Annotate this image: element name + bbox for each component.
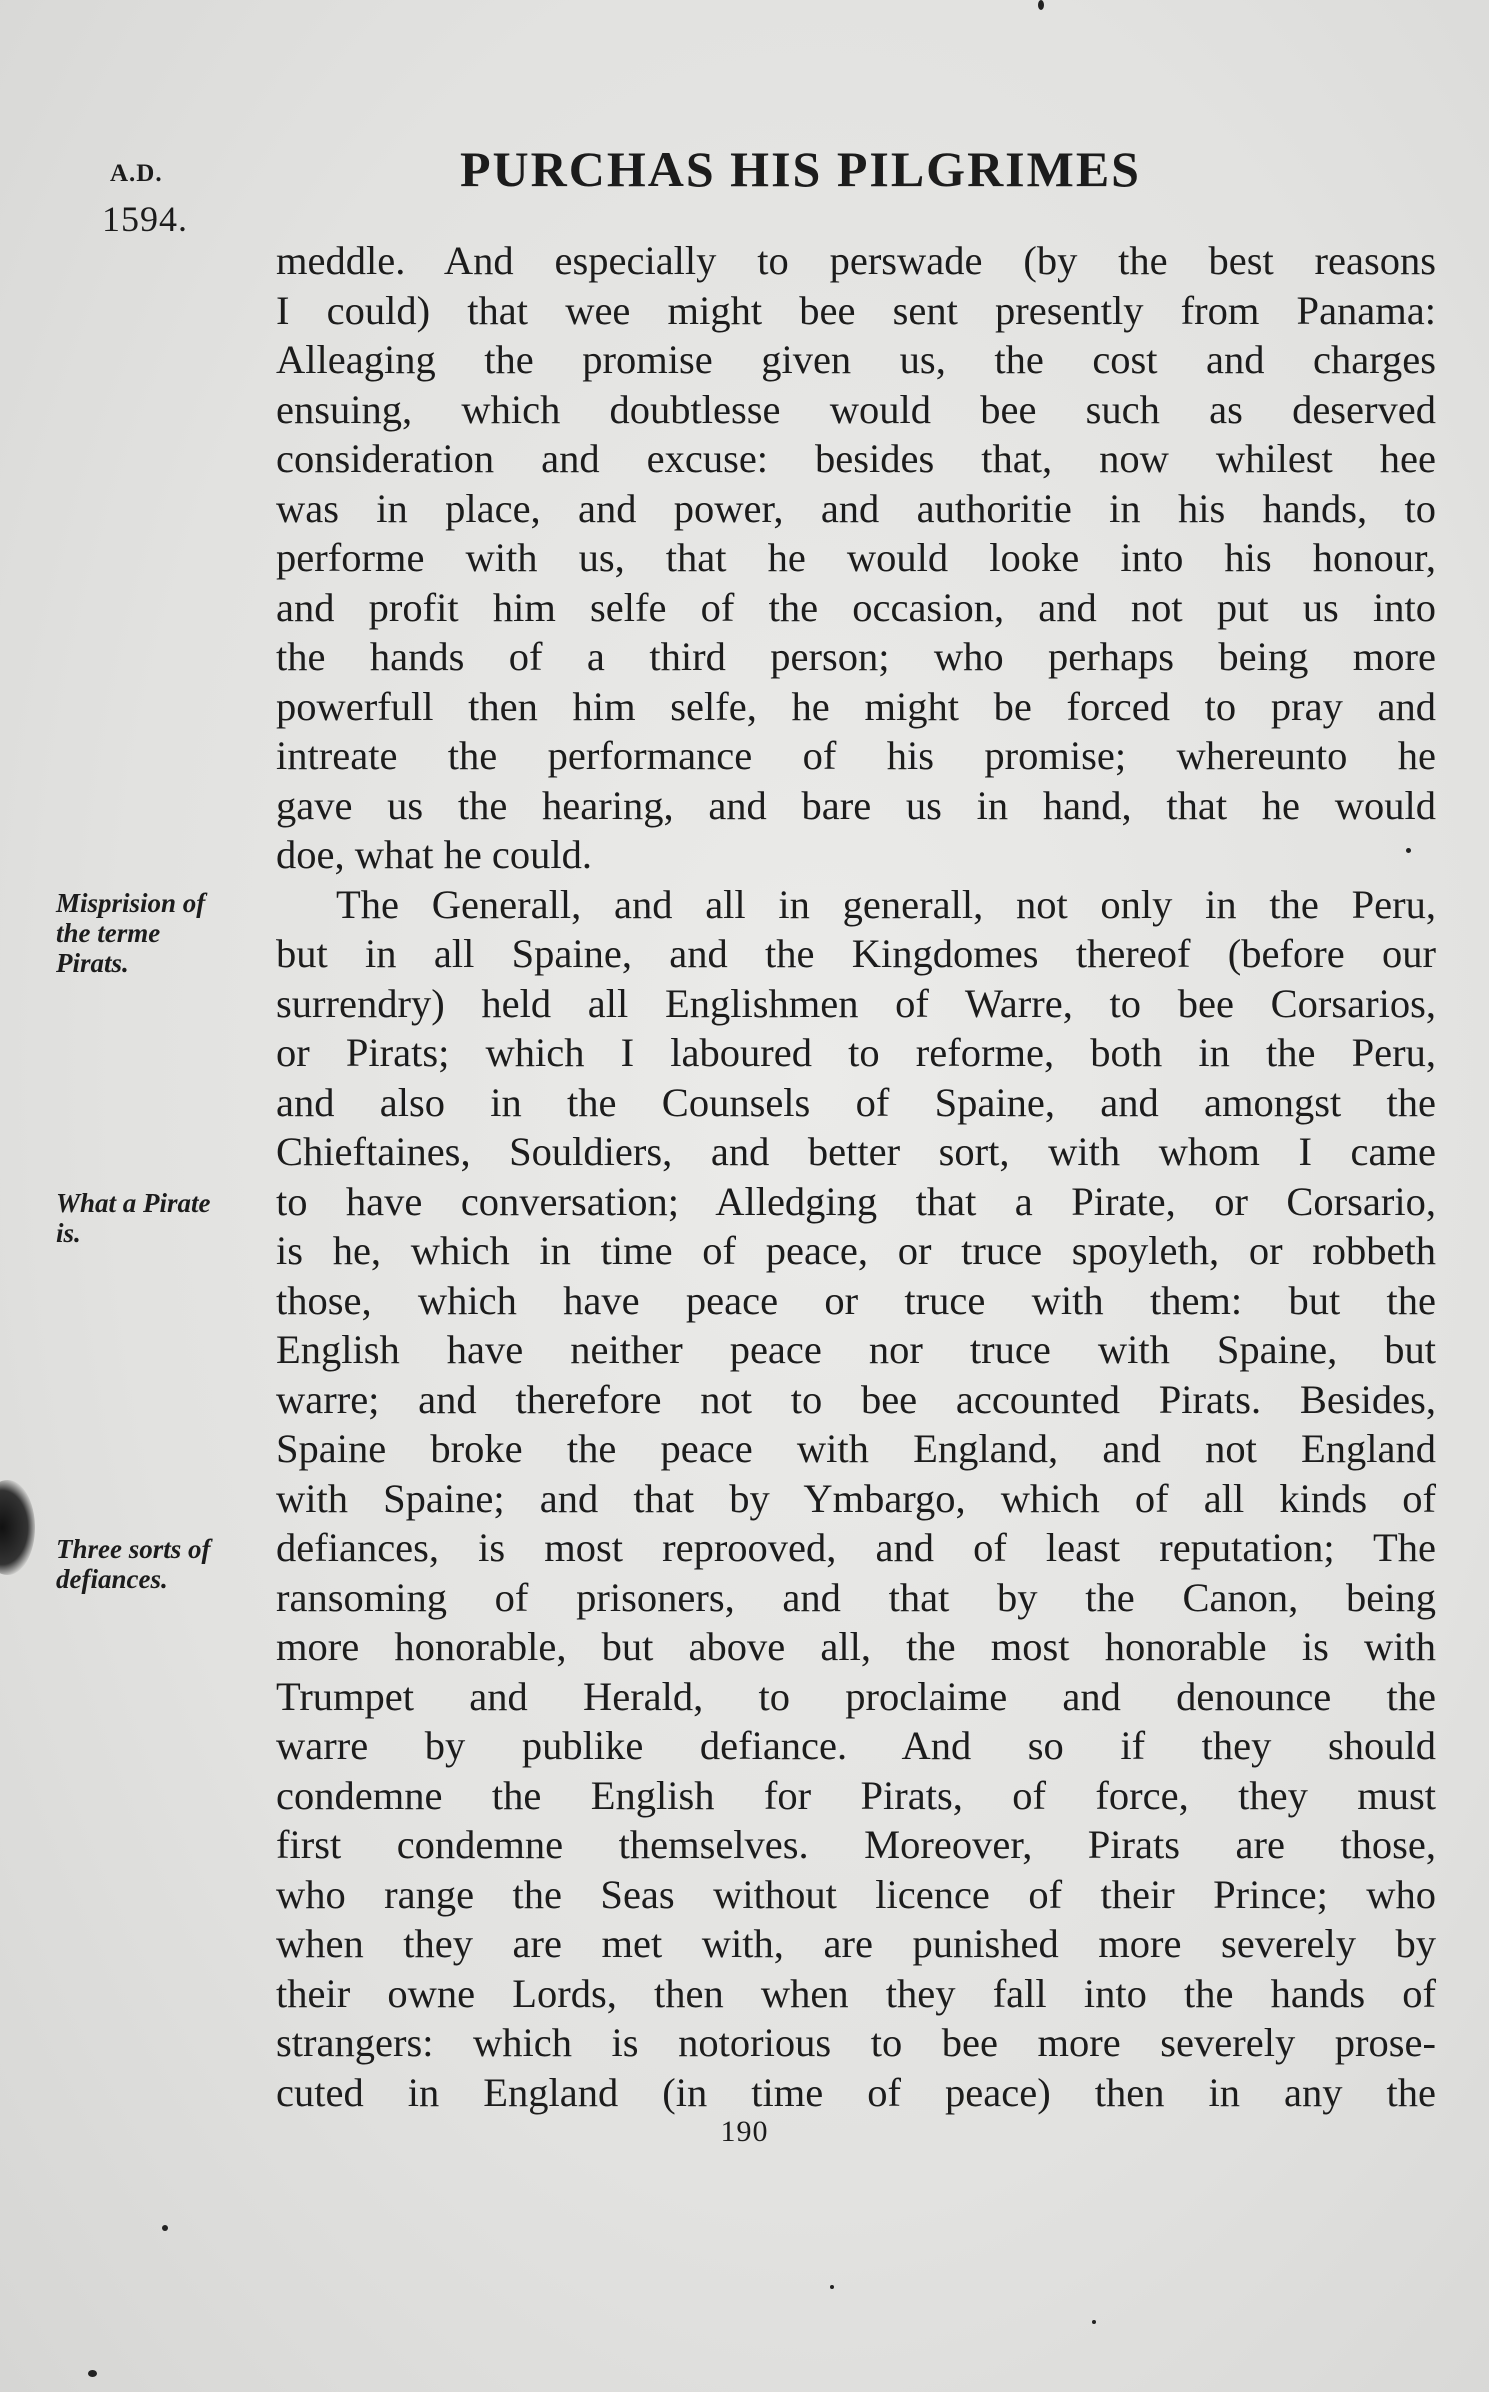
text-line: to have conversation; Alledging that a Pirate, or Corsario,: [276, 1178, 1436, 1224]
year-value: 1594.: [102, 199, 188, 239]
text-line: is he, which in time of peace, or truce spoyleth, or robbeth: [276, 1228, 1436, 1273]
text-line: ensuing, which doubtlesse would bee such as deserved: [276, 386, 1436, 432]
text-line: consideration and excuse: besides that, now whilest hee: [276, 436, 1436, 481]
text-line: when they are met with, are punished more severely by: [276, 1921, 1436, 1966]
ink-blot: [0, 1480, 35, 1575]
margin-note-three-sorts: [56, 1534, 266, 1594]
text-line: Spaine broke the peace with England, and not England: [276, 1426, 1436, 1471]
text-line: doe, what he could.: [276, 832, 593, 877]
body-text: [276, 236, 1436, 2117]
text-line: Alleaging the promise given us, the cost and charges: [276, 337, 1436, 382]
text-line: was in place, and power, and authoritie in his hands, to: [276, 485, 1436, 531]
text-line: warre by publike defiance. And so if they should: [276, 1723, 1436, 1768]
text-line: with Spaine; and that by Ymbargo, which of all kinds of: [276, 1475, 1436, 1521]
speck: [88, 2370, 97, 2377]
text-line: Chieftaines, Souldiers, and better sort, with whom I came: [276, 1129, 1436, 1174]
text-line: but in all Spaine, and the Kingdomes thereof (before our: [276, 931, 1436, 976]
speck: [162, 2225, 168, 2231]
text-line: and profit him selfe of the occasion, and not put us into: [276, 584, 1436, 630]
text-line: the hands of a third person; who perhaps being more: [276, 634, 1436, 679]
text-line: or Pirats; which I laboured to reforme, both in the Peru,: [276, 1030, 1436, 1075]
text-line: gave us the hearing, and bare us in hand, that he would: [276, 782, 1436, 828]
text-line: cuted in England (in time of peace) then in any the: [276, 2069, 1436, 2115]
text-line: their owne Lords, then when they fall into the hands of: [276, 1970, 1436, 2016]
text-line: first condemne themselves. Moreover, Pirats are those,: [276, 1822, 1436, 1867]
year-label: A.D.: [110, 160, 163, 187]
text-line: strangers: which is notorious to bee more severely prose-: [276, 2020, 1436, 2065]
text-line: condemne the English for Pirats, of force, they must: [276, 1772, 1436, 1818]
text-line: intreate the performance of his promise; whereunto he: [276, 733, 1436, 778]
text-line: and also in the Counsels of Spaine, and amongst the: [276, 1079, 1436, 1125]
margin-note-what-a-pirate: [56, 1188, 266, 1248]
margin-note-misprision: [56, 888, 266, 978]
text-line: meddle. And especially to perswade (by the best reasons: [276, 238, 1436, 283]
running-title: PURCHAS HIS PILGRIMES: [460, 141, 1141, 197]
text-line: more honorable, but above all, the most honorable is with: [276, 1624, 1436, 1669]
margin-note-line: What a Pirate: [56, 1188, 211, 1218]
text-line: powerfull then him selfe, he might be forced to pray and: [276, 683, 1436, 729]
text-line: ransoming of prisoners, and that by the Canon, being: [276, 1574, 1436, 1620]
margin-note-line: defiances.: [56, 1564, 168, 1594]
text-line: warre; and therefore not to bee accounted Pirats. Besides,: [276, 1376, 1436, 1422]
text-line: those, which have peace or truce with them: but the: [276, 1277, 1436, 1323]
margin-note-line: Misprision of: [56, 888, 206, 918]
text-line: defiances, is most reprooved, and of least reputation; The: [276, 1525, 1436, 1570]
text-line: who range the Seas without licence of their Prince; who: [276, 1871, 1436, 1917]
margin-note-line: the terme: [56, 918, 161, 948]
text-line: I could) that wee might bee sent presently from Panama:: [276, 287, 1436, 333]
margin-note-line: is.: [56, 1218, 81, 1248]
text-line: The Generall, and all in generall, not only in the Peru,: [336, 881, 1436, 927]
text-line: English have neither peace nor truce with Spaine, but: [276, 1327, 1436, 1372]
speck: [830, 2285, 834, 2289]
text-line: surrendry) held all Englishmen of Warre, to bee Corsarios,: [276, 980, 1436, 1026]
margin-note-line: Three sorts of: [56, 1534, 211, 1564]
speck: [1038, 0, 1044, 10]
text-line: Trumpet and Herald, to proclaime and denounce the: [276, 1673, 1436, 1719]
text-line: performe with us, that he would looke into his honour,: [276, 535, 1436, 580]
margin-note-line: Pirats.: [56, 948, 129, 978]
speck: [1092, 2320, 1096, 2324]
page-number: 190: [720, 2115, 769, 2148]
